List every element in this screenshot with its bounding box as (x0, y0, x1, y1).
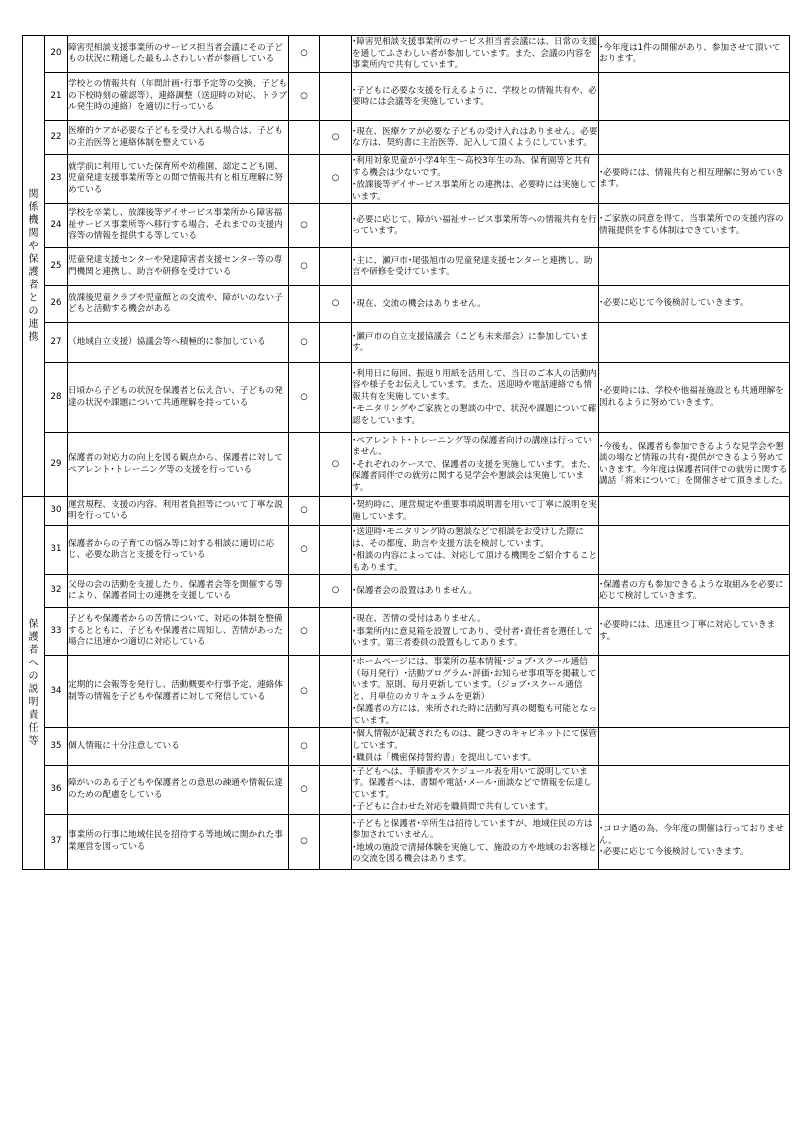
yes-mark: ○ (289, 765, 320, 814)
improvement-plan-text: ･必要時には、情報共有と相互理解に努めていきます。 (599, 155, 790, 204)
improvement-plan-text: ･必要時には、学校や他福祉施設とも共通理解を図れるように努めていきます。 (599, 363, 790, 433)
table-row (23, 204, 790, 248)
table-row (23, 814, 790, 869)
no-mark (320, 728, 352, 766)
yes-mark (289, 121, 320, 155)
yes-mark: ○ (289, 526, 320, 575)
row-number: 20 (45, 36, 68, 73)
no-mark (320, 765, 352, 814)
row-number: 29 (45, 433, 68, 497)
row-number: 26 (45, 286, 68, 323)
improvement-plan-text: ･必要に応じて今後検討していきます。 (599, 286, 790, 323)
row-number: 30 (45, 497, 68, 526)
yes-mark: ○ (289, 608, 320, 656)
row-number: 35 (45, 728, 68, 766)
status-text: ･子どもに必要な支援を行えるように、学校との情報共有や、必要時には会議等を実施しています。 (352, 73, 599, 121)
table-row (23, 73, 790, 121)
item-text: 放課後児童クラブや児童館との交流や、障がいのない子どもと活動する機会がある (68, 286, 289, 323)
row-number: 24 (45, 204, 68, 248)
table-row (23, 497, 790, 526)
improvement-plan-text: ･保護者の方も参加できるような取組みを必要に応じて検討していきます。 (599, 575, 790, 608)
row-number: 21 (45, 73, 68, 121)
item-text: 医療的ケアが必要な子どもを受け入れる場合は、子どもの主治医等と連絡体制を整えている (68, 121, 289, 155)
status-text: ･現在、苦情の受付はありません。 ･事業所内に意見箱を設置してあり、受付者･責任者を選任しています。第三者委員の設置もしてあります。 (352, 608, 599, 656)
item-text: 保護者からの子育ての悩み等に対する相談に適切に応じ、必要な助言と支援を行っている (68, 526, 289, 575)
yes-mark: ○ (289, 363, 320, 433)
yes-mark: ○ (289, 497, 320, 526)
yes-mark: ○ (289, 248, 320, 286)
improvement-plan-text: ･今後も、保護者も参加できるような見学会や懇談の場など情報の共有･提供ができるよう努めていきます。今年度は保護者同伴での就労に関する講話「将来について」を開催させて頂きました。 (599, 433, 790, 497)
yes-mark: ○ (289, 204, 320, 248)
row-number: 37 (45, 814, 68, 869)
status-text: ･利用日に毎回、振返り用紙を活用して、当日のご本人の活動内容や様子をお伝えしています。また、送迎時や電話連絡でも情報共有を実施しています。 ･モニタリングやご家族との懇談の中で、状況や課題について確認をしています。 (352, 363, 599, 433)
yes-mark (289, 575, 320, 608)
no-mark (320, 248, 352, 286)
row-number: 28 (45, 363, 68, 433)
table-row (23, 526, 790, 575)
improvement-plan-text: ･ご家族の同意を得て、当事業所での支援内容の情報提供をする体制はできています。 (599, 204, 790, 248)
no-mark (320, 73, 352, 121)
yes-mark: ○ (289, 814, 320, 869)
improvement-plan-text (599, 765, 790, 814)
row-number: 34 (45, 656, 68, 728)
row-number: 32 (45, 575, 68, 608)
row-number: 23 (45, 155, 68, 204)
category-cell (23, 497, 45, 870)
row-number: 22 (45, 121, 68, 155)
table-row (23, 155, 790, 204)
status-text: ･利用対象児童が小学4年生～高校3年生の為、保育園等と共有する機会は少ないです。 ･放課後等デイサービス事業所との連携は、必要時には実施しています。 (352, 155, 599, 204)
no-mark: ○ (320, 286, 352, 323)
table-row (23, 656, 790, 728)
item-text: （地域自立支援）協議会等へ積極的に参加している (68, 323, 289, 363)
yes-mark (289, 433, 320, 497)
table-row (23, 323, 790, 363)
row-number: 36 (45, 765, 68, 814)
category-cell (23, 36, 45, 497)
table-row (23, 121, 790, 155)
status-text: ･送迎時･モニタリング時の懇談などで相談をお受けした際には、その都度、助言や支援方法を検討しています。 ･相談の内容によっては、対応して頂ける機関をご紹介することもあります。 (352, 527, 597, 573)
yes-mark: ○ (289, 36, 320, 73)
item-text: 学校を卒業し、放課後等デイサービス事業所から障害福祉サービス事業所等へ移行する場合、それまでの支援内容等の情報を提供する等している (68, 204, 289, 248)
status-text: ･契約時に、運営規定や重要事項説明書を用いて丁寧に説明を実施しています。 (352, 497, 599, 526)
item-text: 学校との情報共有（年間計画･行事予定等の交換、子どもの下校時刻の確認等）、連絡調整（送迎時の対応、トラブル発生時の連絡）を適切に行っている (68, 73, 289, 121)
item-text: 保護者の対応力の向上を図る観点から、保護者に対してペアレント･トレーニング等の支援を行っている (68, 433, 289, 497)
item-text: 日頃から子どもの状況を保護者と伝え合い、子どもの発達の状況や課題について共通理解を持っている (68, 363, 289, 433)
status-text: ･現在、医療ケアが必要な子どもの受け入れはありません。必要な方は、契約書に主治医等、記入して頂くようにしています。 (352, 121, 599, 155)
improvement-plan-text: ･今年度は1件の開催があり、参加させて頂いております。 (599, 36, 790, 73)
no-mark (320, 526, 352, 575)
no-mark (320, 608, 352, 656)
item-text: 父母の会の活動を支援したり、保護者会等を開催する等により、保護者同士の連携を支援している (68, 575, 289, 608)
evaluation-table (22, 35, 790, 870)
improvement-plan-text: ･コロナ過の為、今年度の開催は行っておりません。 ･必要に応じて今後検討していきます。 (599, 814, 790, 869)
improvement-plan-text (599, 526, 790, 575)
no-mark (320, 656, 352, 728)
table-row (23, 363, 790, 433)
improvement-plan-text (599, 248, 790, 286)
status-text: ･保護者会の設置はありません。 (352, 575, 599, 608)
item-text: 障がいのある子どもや保護者との意思の疎通や情報伝達のための配慮をしている (68, 765, 289, 814)
no-mark: ○ (320, 155, 352, 204)
status-text: ･現在、交流の機会はありません。 (352, 286, 599, 323)
table-row (23, 608, 790, 656)
yes-mark: ○ (289, 73, 320, 121)
status-text: ･個人情報が記載されたものは、鍵つきのキャビネットにて保管しています。 ･職員は「機密保持誓約書」を提出しています。 (352, 729, 597, 763)
status-text: ･ペアレントト･トレーニング等の保護者向けの講座は行っていません。 ･それぞれのケースで、保護者の支援を実施しています。また、保護者同伴での就労に関する見学会や懇談会は実施しています。 (352, 433, 599, 497)
no-mark (320, 497, 352, 526)
no-mark: ○ (320, 575, 352, 608)
table-row (23, 286, 790, 323)
no-mark (320, 36, 352, 73)
improvement-plan-text: ･必要時には、迅速且つ丁寧に対応していきます。 (599, 608, 790, 656)
no-mark (320, 204, 352, 248)
table-row (23, 248, 790, 286)
item-text: 個人情報に十分注意している (68, 728, 289, 766)
yes-mark (289, 155, 320, 204)
no-mark (320, 363, 352, 433)
yes-mark: ○ (289, 728, 320, 766)
status-text: ･子どもへは、手順書やスケジュール表を用いて説明しています。保護者へは、書類や電話･メール･面談などで情報を伝達しています。 ･子どもに合わせた対応を職員間で共有しています。 (352, 765, 599, 814)
table-row (23, 765, 790, 814)
row-number: 31 (45, 526, 68, 575)
status-text: ･瀬戸市の自立支援協議会（こども未来部会）に参加しています。 (352, 323, 599, 363)
no-mark (320, 323, 352, 363)
no-mark: ○ (320, 433, 352, 497)
row-number: 27 (45, 323, 68, 363)
improvement-plan-text (599, 497, 790, 526)
category-label: 関係機関や保護者との連携 (28, 188, 39, 343)
item-text: 定期的に会報等を発行し、活動概要や行事予定、連絡体制等の情報を子どもや保護者に対して発信している (68, 656, 289, 728)
yes-mark: ○ (289, 323, 320, 363)
table-row (23, 36, 790, 73)
status-text: ･主に、瀬戸市･尾張旭市の児童発達支援センターと連携し、助言や研修を受けています。 (352, 248, 599, 286)
status-text: ･必要に応じて、障がい福祉サービス事業所等への情報共有を行っています。 (352, 204, 599, 248)
yes-mark (289, 286, 320, 323)
no-mark: ○ (320, 121, 352, 155)
table-row (23, 433, 790, 497)
no-mark (320, 814, 352, 869)
table-row (23, 728, 790, 766)
table-row (23, 575, 790, 608)
item-text: 障害児相談支援事業所のサービス担当者会議にその子どもの状況に精通した最もふさわしい者が参画している (68, 36, 289, 73)
status-text: ･障害児相談支援事業所のサービス担当者会議には、日常の支援を通してふさわしい者が参加しています。また、会議の内容を事業所内で共有しています。 (352, 36, 599, 73)
improvement-plan-text (599, 728, 790, 766)
item-text: 児童発達支援センターや発達障害者支援センター等の専門機関と連携し、助言や研修を受けている (68, 248, 289, 286)
category-label: 保護者への説明責任等 (28, 618, 39, 747)
improvement-plan-text (599, 656, 790, 728)
row-number: 25 (45, 248, 68, 286)
item-text: 運営規程、支援の内容、利用者負担等について丁寧な説明を行っている (68, 497, 289, 526)
item-text: 就学前に利用していた保育所や幼稚園、認定こども園、児童発達支援事業所等との間で情報共有と相互理解に努めている (68, 155, 289, 204)
status-text: ･ホームページには、事業所の基本情報･ジョブ･スクール通信（毎月発行）･活動プログラム･評価･お知らせ事項等を掲載しています。原則、毎月更新しています。（ジョブ･スクール通信と、月単位のカリキュラムを更新） ･保護者の方には、来所された時に活動写真の閲覧も可能となっています。 (352, 657, 597, 726)
item-text: 子どもや保護者からの苦情について、対応の体制を整備するとともに、子どもや保護者に周知し、苦情があった場合に迅速かつ適切に対応している (68, 608, 289, 656)
item-text: 事業所の行事に地域住民を招待する等地域に開かれた事業運営を図っている (68, 814, 289, 869)
status-text: ･子どもと保護者･卒所生は招待していますが、地域住民の方は参加されていません。 ･地域の施設で清掃体験を実施して、施設の方や地域のお客様との交流を図る機会はあります。 (352, 814, 599, 869)
improvement-plan-text (599, 73, 790, 121)
row-number: 33 (45, 608, 68, 656)
improvement-plan-text (599, 323, 790, 363)
improvement-plan-text (599, 121, 790, 155)
yes-mark: ○ (289, 656, 320, 728)
